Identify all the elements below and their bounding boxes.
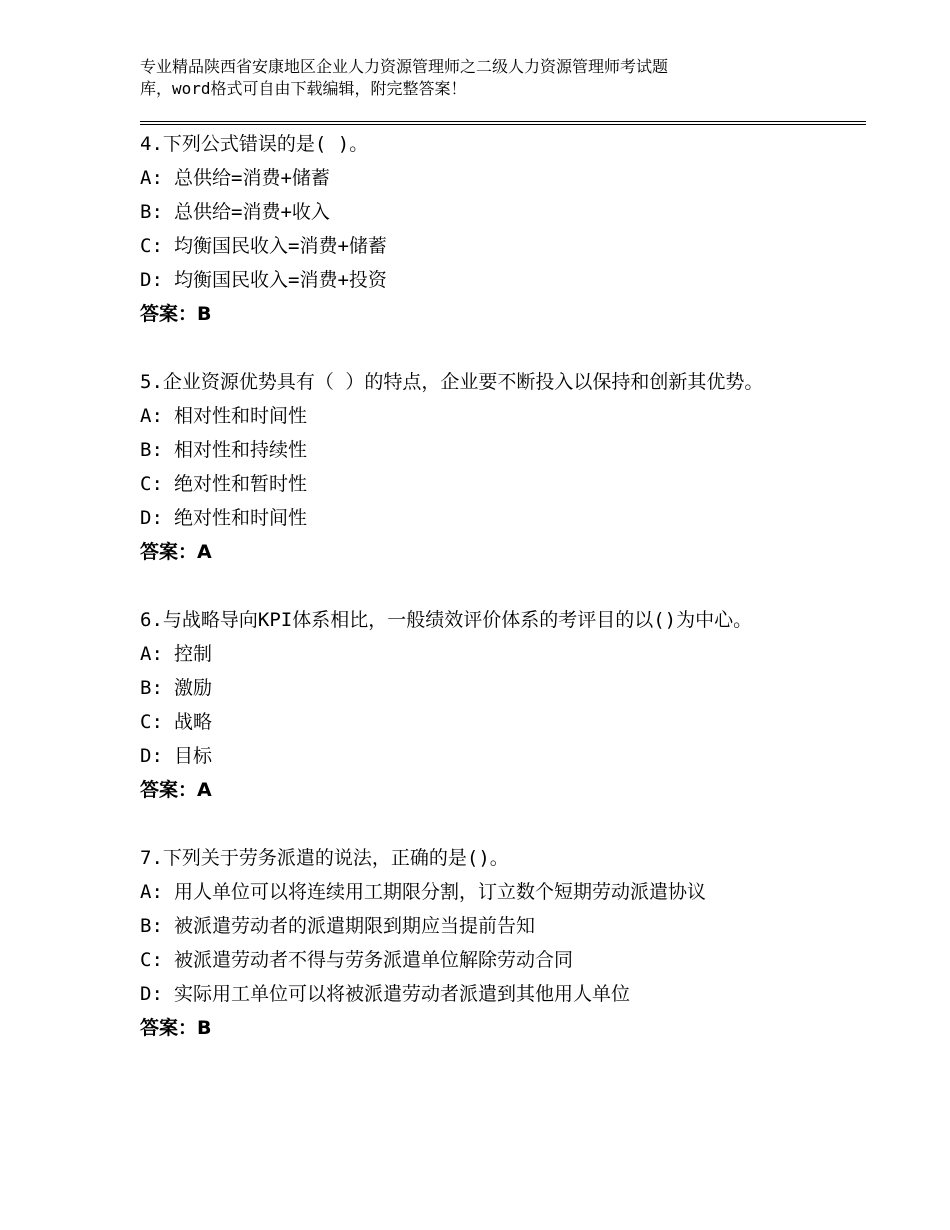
option-c — [140, 943, 840, 977]
option-text: 均衡国民收入=消费+投资 — [174, 269, 387, 291]
option-letter: A: — [140, 405, 163, 427]
option-letter: A: — [140, 643, 163, 665]
option-letter: B: — [140, 439, 163, 461]
option-text: 激励 — [174, 677, 213, 699]
question-stem: 4.下列公式错误的是( )。 — [140, 133, 369, 155]
option-text: 绝对性和暂时性 — [174, 473, 308, 495]
header-title-line-1: 专业精品陕西省安康地区企业人力资源管理师之二级人力资源管理师考试题 — [140, 57, 669, 76]
option-text: 相对性和持续性 — [174, 439, 308, 461]
option-b — [140, 195, 840, 229]
option-c — [140, 229, 840, 263]
answer-label: 答案：A — [140, 541, 212, 563]
option-d — [140, 501, 840, 535]
question-stem: 6.与战略导向KPI体系相比，一般绩效评价体系的考评目的以()为中心。 — [140, 609, 753, 631]
option-letter: D: — [140, 269, 163, 291]
question-7 — [140, 841, 840, 1045]
option-text: 被派遣劳动者的派遣期限到期应当提前告知 — [174, 915, 536, 937]
option-text: 控制 — [174, 643, 213, 665]
option-text: 相对性和时间性 — [174, 405, 308, 427]
option-c — [140, 467, 840, 501]
answer-label: 答案：B — [140, 303, 212, 325]
question-stem: 5.企业资源优势具有（ ）的特点，企业要不断投入以保持和创新其优势。 — [140, 371, 764, 393]
option-letter: C: — [140, 711, 163, 733]
question-4 — [140, 127, 840, 331]
option-a — [140, 875, 840, 909]
question-stem: 7.下列关于劳务派遣的说法，正确的是()。 — [140, 847, 509, 869]
option-letter: A: — [140, 167, 163, 189]
document-header — [140, 56, 840, 100]
option-text: 战略 — [174, 711, 213, 733]
option-text: 绝对性和时间性 — [174, 507, 308, 529]
option-d — [140, 739, 840, 773]
question-5 — [140, 365, 840, 569]
option-c — [140, 705, 840, 739]
option-letter: D: — [140, 983, 163, 1005]
header-divider-top — [140, 121, 866, 122]
option-text: 均衡国民收入=消费+储蓄 — [174, 235, 387, 257]
option-text: 目标 — [174, 745, 213, 767]
option-letter: C: — [140, 949, 163, 971]
question-list — [140, 127, 840, 1079]
option-letter: B: — [140, 201, 163, 223]
option-d — [140, 263, 840, 297]
option-letter: C: — [140, 235, 163, 257]
header-divider-bottom — [140, 124, 866, 125]
header-title-line-2: 库，word格式可自由下载编辑，附完整答案！ — [140, 79, 467, 98]
option-b — [140, 433, 840, 467]
option-a — [140, 637, 840, 671]
option-a — [140, 399, 840, 433]
option-letter: A: — [140, 881, 163, 903]
option-text: 总供给=消费+收入 — [174, 201, 330, 223]
question-6 — [140, 603, 840, 807]
option-b — [140, 909, 840, 943]
option-d — [140, 977, 840, 1011]
option-letter: B: — [140, 915, 163, 937]
option-b — [140, 671, 840, 705]
answer-label: 答案：B — [140, 1017, 212, 1039]
answer-label: 答案：A — [140, 779, 212, 801]
option-letter: D: — [140, 745, 163, 767]
option-text: 实际用工单位可以将被派遣劳动者派遣到其他用人单位 — [174, 983, 631, 1005]
option-letter: D: — [140, 507, 163, 529]
option-text: 被派遣劳动者不得与劳务派遣单位解除劳动合同 — [174, 949, 574, 971]
option-a — [140, 161, 840, 195]
option-letter: C: — [140, 473, 163, 495]
option-text: 用人单位可以将连续用工期限分割，订立数个短期劳动派遣协议 — [174, 881, 707, 903]
option-letter: B: — [140, 677, 163, 699]
option-text: 总供给=消费+储蓄 — [174, 167, 330, 189]
